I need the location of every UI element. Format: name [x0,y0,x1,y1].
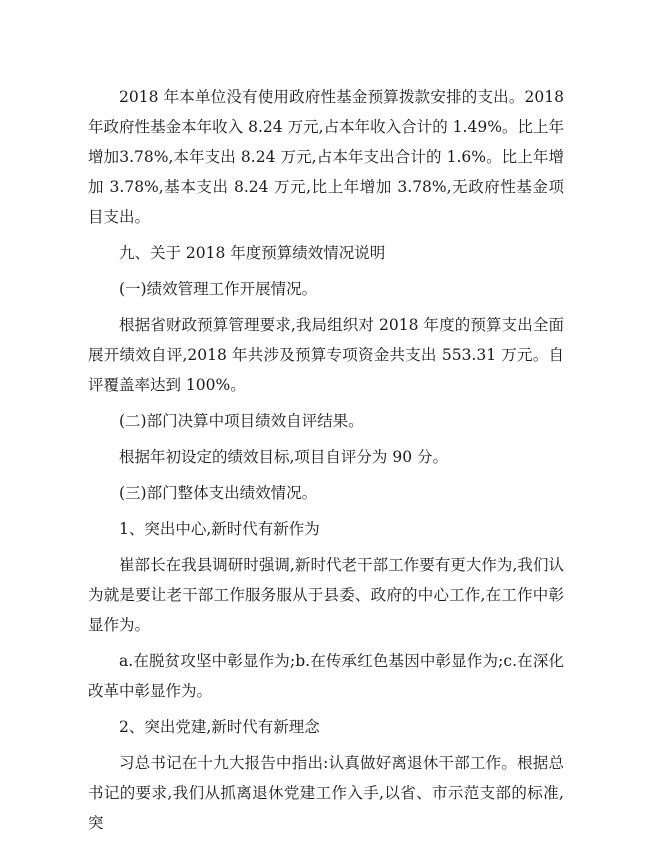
paragraph-minister-remarks: 崔部长在我县调研时强调,新时代老干部工作要有更大作为,我们认为就是要让老干部工作服务服从于县委、政府的中心工作,在工作中彰显作为。 [88,556,564,634]
paragraph-project-score: 根据年初设定的绩效目标,项目自评分为 90 分。 [119,448,449,466]
document-body [88,82,564,838]
section-heading-performance: 九、关于 2018 年度预算绩效情况说明 [119,244,386,262]
paragraph-fund-budget: 2018 年本单位没有使用政府性基金预算拨款安排的支出。2018 年政府性基金本年收入 8.24 万元,占本年收入合计的 1.49%。比上年增加3.78%,本年支出 8.24 万元,占本年支出合计的 1.6%。比上年增加 3.78%,基本支出 8.24 万元,比上年增加 3.78%,无政府性基金项目支出。 [88,88,564,226]
item-heading-party-building: 2、突出党建,新时代有新理念 [119,718,320,736]
item-heading-center: 1、突出中心,新时代有新作为 [119,520,320,538]
paragraph-self-evaluation: 根据省财政预算管理要求,我局组织对 2018 年度的预算支出全面展开绩效自评,2018 年共涉及预算专项资金共支出 553.31 万元。自评覆盖率达到 100%。 [88,316,564,394]
subheading-overall-performance: (三)部门整体支出绩效情况。 [119,484,318,502]
subheading-performance-management: (一)绩效管理工作开展情况。 [119,280,318,298]
subheading-project-results: (二)部门决算中项目绩效自评结果。 [119,412,364,430]
paragraph-party-report: 习总书记在十九大报告中指出:认真做好离退休干部工作。根据总书记的要求,我们从抓离退休党建工作入手,以省、市示范支部的标准,突 [88,754,564,832]
paragraph-action-list: a.在脱贫攻坚中彰显作为;b.在传承红色基因中彰显作为;c.在深化改革中彰显作为。 [88,652,564,700]
